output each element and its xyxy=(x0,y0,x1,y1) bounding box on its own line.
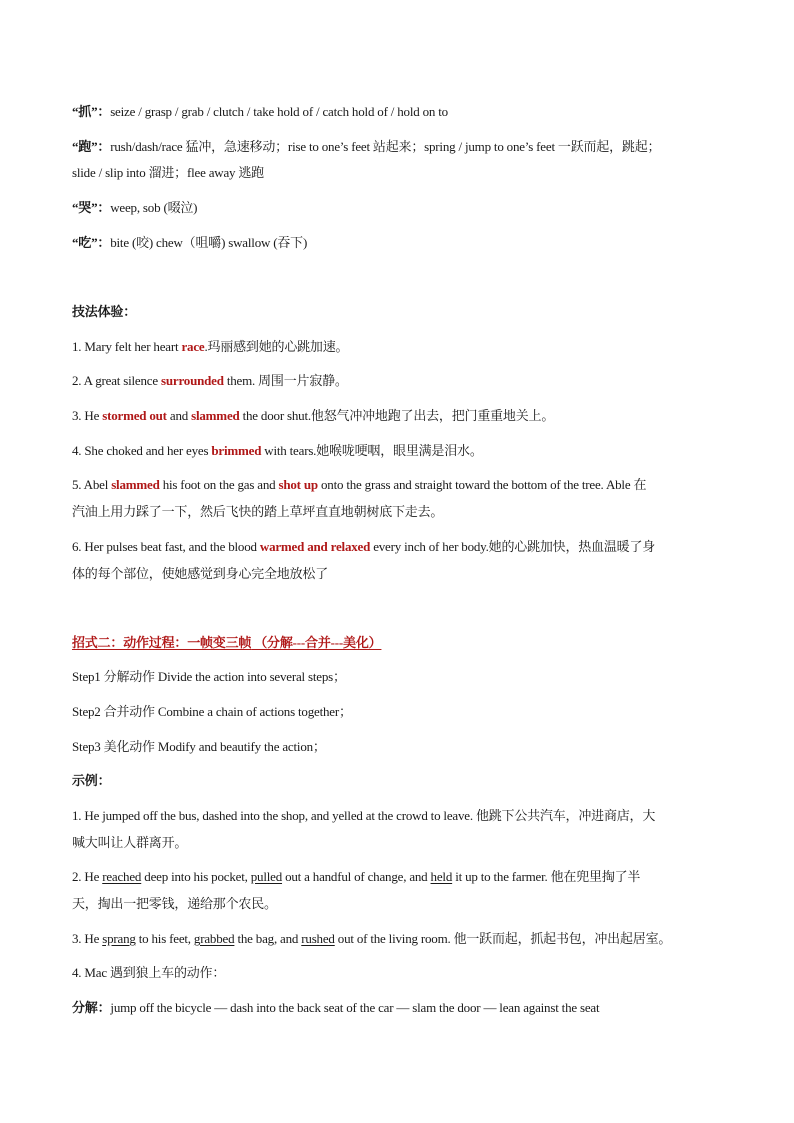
highlight-verb: shot up xyxy=(278,477,318,492)
highlight-verb: surrounded xyxy=(160,373,224,388)
sentence-text: 5. Abel xyxy=(72,477,112,492)
vocab-term: “跑”： xyxy=(72,139,111,154)
sentence-text: his foot on the gas and xyxy=(159,477,279,492)
decompose-line xyxy=(72,999,732,1017)
vocab-text: rush/dash/race 猛冲，急速移动；rise to one’s feet 站起来；spring / jump to one’s feet 一跃而起，跳起； xyxy=(110,139,661,154)
vocab-text: bite (咬) chew（咀嚼) swallow (吞下) xyxy=(110,235,308,250)
highlight-verb: warmed and relaxed xyxy=(259,539,371,554)
example-3 xyxy=(72,930,732,948)
sentence-text: the bag, and xyxy=(234,931,302,946)
heading-subtext: （分解---合并---美化） xyxy=(251,635,382,650)
vocab-run-line1 xyxy=(72,138,732,156)
vocab-run-line2: slide / slip into 溜进；flee away 逃跑 xyxy=(72,165,264,180)
vocab-cry xyxy=(72,199,732,217)
vocab-term: “吃”： xyxy=(72,235,111,250)
underlined-verb: held xyxy=(430,869,453,884)
sentence-text: 6. Her pulses beat fast, and the blood xyxy=(72,539,260,554)
sentence-text: .玛丽感到她的心跳加速。 xyxy=(204,339,349,354)
highlight-verb: stormed out xyxy=(102,408,167,423)
vocab-term: “抓”： xyxy=(72,104,111,119)
vocab-text: weep, sob (啜泣) xyxy=(110,200,198,215)
sentence-text: 3. He xyxy=(72,408,103,423)
sentence-text: every inch of her body.她的心跳加快，热血温暖了身 xyxy=(370,539,656,554)
heading-bold xyxy=(72,635,381,650)
sentence-text: the door shut.他怒气冲冲地跑了出去，把门重重地关上。 xyxy=(239,408,555,423)
section-heading xyxy=(72,634,732,652)
sentence-text: them. 周围一片寂静。 xyxy=(223,373,348,388)
example-title: 示例： xyxy=(72,773,111,788)
vocab-grab xyxy=(72,103,732,121)
sentence-text: to his feet, xyxy=(135,931,194,946)
example-1-cont: 喊大叫让人群离开。 xyxy=(72,835,188,850)
underlined-verb: reached xyxy=(102,869,142,884)
underlined-verb: rushed xyxy=(301,931,335,946)
practice-sentence-6 xyxy=(72,538,732,556)
underlined-verb: sprang xyxy=(102,931,136,946)
sentence-text: and xyxy=(166,408,192,423)
practice-sentence-6-cont: 体的每个部位，使她感觉到身心完全地放松了 xyxy=(72,566,329,581)
practice-sentence-5 xyxy=(72,476,732,494)
sentence-text: 1. Mary felt her heart xyxy=(72,339,182,354)
vocab-term: “哭”： xyxy=(72,200,111,215)
sentence-text: 2. A great silence xyxy=(72,373,161,388)
step-1: Step1 分解动作 Divide the action into several steps； xyxy=(72,669,346,684)
practice-sentence-3 xyxy=(72,407,732,425)
sentence-text: out a handful of change, and xyxy=(282,869,431,884)
sentence-text: 3. He xyxy=(72,931,103,946)
decompose-label: 分解： xyxy=(72,1000,111,1015)
highlight-verb: brimmed xyxy=(211,443,262,458)
vocab-text: seize / grasp / grab / clutch / take hold of / catch hold of / hold on to xyxy=(110,104,448,119)
underlined-verb: pulled xyxy=(250,869,283,884)
practice-sentence-5-cont: 汽油上用力踩了一下，然后飞快的踏上草坪直直地朝树底下走去。 xyxy=(72,504,444,519)
step-3: Step3 美化动作 Modify and beautify the action； xyxy=(72,739,326,754)
example-2-cont: 天，掏出一把零钱，递给那个农民。 xyxy=(72,896,277,911)
practice-sentence-4 xyxy=(72,442,732,460)
highlight-verb: slammed xyxy=(191,408,240,423)
sentence-text: out of the living room. 他一跃而起，抓起书包，冲出起居室。 xyxy=(334,931,672,946)
sentence-text: with tears.她喉咙哽咽，眼里满是泪水。 xyxy=(261,443,483,458)
step-2: Step2 合并动作 Combine a chain of actions together； xyxy=(72,704,352,719)
highlight-verb: race xyxy=(181,339,205,354)
sentence-text: 2. He xyxy=(72,869,103,884)
decompose-text: jump off the bicycle — dash into the back seat of the car — slam the door — lean against the seat xyxy=(110,1000,600,1015)
sentence-text: deep into his pocket, xyxy=(141,869,251,884)
practice-title: 技法体验： xyxy=(72,304,137,319)
sentence-text: it up to the farmer. 他在兜里掏了半 xyxy=(452,869,641,884)
heading-text: 招式二：动作过程：一帧变三帧 xyxy=(72,635,252,650)
example-1: 1. He jumped off the bus, dashed into the shop, and yelled at the crowd to leave. 他跳下公共汽车，冲进商店，大 xyxy=(72,808,656,823)
highlight-verb: slammed xyxy=(111,477,160,492)
example-2 xyxy=(72,868,732,886)
practice-sentence-1 xyxy=(72,338,732,356)
underlined-verb: grabbed xyxy=(193,931,235,946)
sentence-text: onto the grass and straight toward the bottom of the tree. Able 在 xyxy=(317,477,647,492)
practice-sentence-2 xyxy=(72,372,732,390)
vocab-eat xyxy=(72,234,732,252)
example-4: 4. Mac 遇到狼上车的动作： xyxy=(72,965,226,980)
sentence-text: 4. She choked and her eyes xyxy=(72,443,212,458)
